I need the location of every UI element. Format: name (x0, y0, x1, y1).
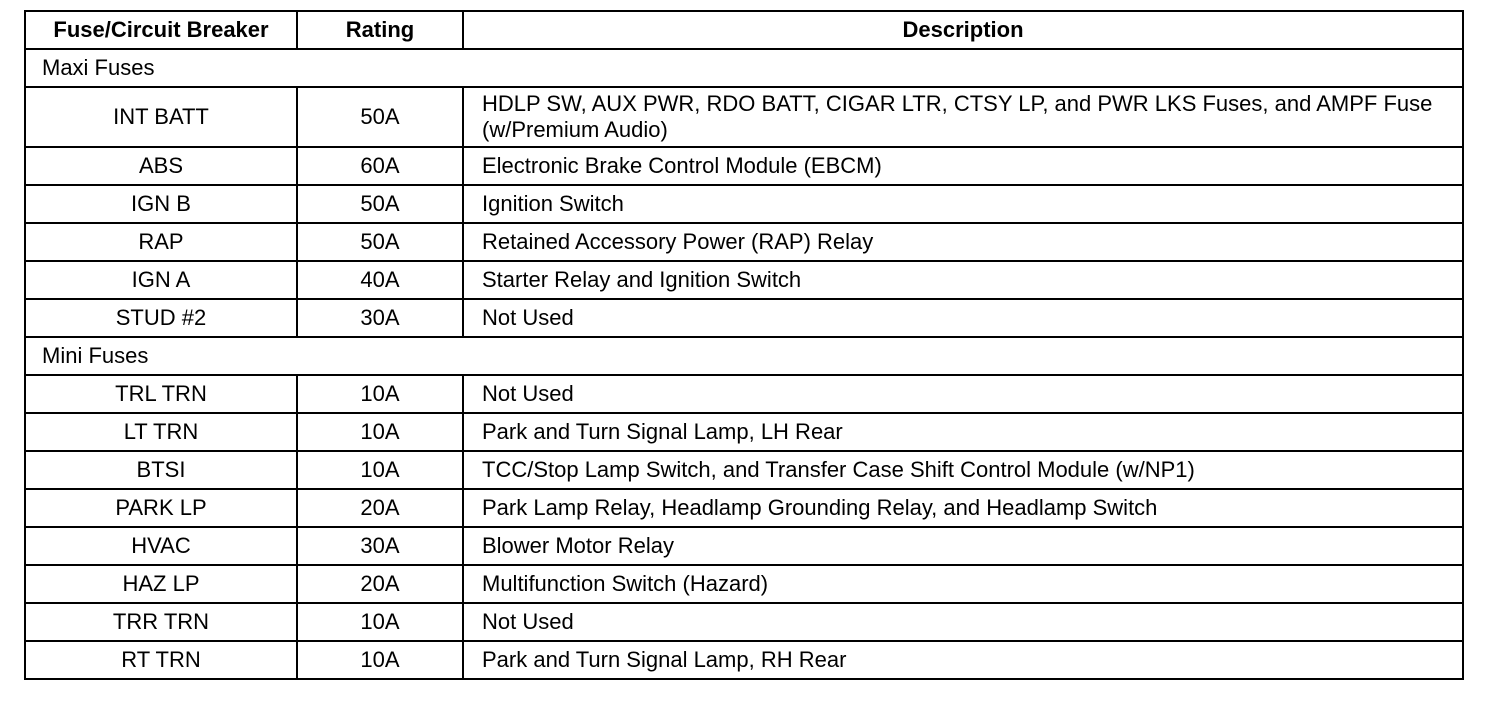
section-row-mini (25, 337, 1463, 375)
description-cell: Not Used (463, 299, 1463, 337)
rating-cell: 10A (297, 375, 463, 413)
description-cell: Electronic Brake Control Module (EBCM) (463, 147, 1463, 185)
description-cell: Blower Motor Relay (463, 527, 1463, 565)
table-row (25, 261, 1463, 299)
rating-cell: 10A (297, 451, 463, 489)
table-row (25, 375, 1463, 413)
fuse-cell: LT TRN (25, 413, 297, 451)
fuse-cell: HVAC (25, 527, 297, 565)
rating-cell: 50A (297, 87, 463, 147)
description-cell: Park and Turn Signal Lamp, LH Rear (463, 413, 1463, 451)
rating-cell: 30A (297, 527, 463, 565)
fuse-table (24, 10, 1464, 680)
fuse-cell: IGN A (25, 261, 297, 299)
table-row (25, 413, 1463, 451)
fuse-cell: RAP (25, 223, 297, 261)
description-cell: Park Lamp Relay, Headlamp Grounding Relay, and Headlamp Switch (463, 489, 1463, 527)
rating-cell: 60A (297, 147, 463, 185)
description-cell: Multifunction Switch (Hazard) (463, 565, 1463, 603)
table-row (25, 565, 1463, 603)
rating-cell: 50A (297, 185, 463, 223)
rating-cell: 40A (297, 261, 463, 299)
fuse-cell: ABS (25, 147, 297, 185)
rating-cell: 10A (297, 413, 463, 451)
table-row (25, 87, 1463, 147)
description-cell: TCC/Stop Lamp Switch, and Transfer Case Shift Control Module (w/NP1) (463, 451, 1463, 489)
header-row (25, 11, 1463, 49)
fuse-cell: STUD #2 (25, 299, 297, 337)
header-fuse: Fuse/Circuit Breaker (25, 11, 297, 49)
fuse-cell: PARK LP (25, 489, 297, 527)
table-row (25, 603, 1463, 641)
section-title: Maxi Fuses (25, 49, 1463, 87)
table-row (25, 489, 1463, 527)
fuse-cell: IGN B (25, 185, 297, 223)
description-cell: Retained Accessory Power (RAP) Relay (463, 223, 1463, 261)
rating-cell: 20A (297, 489, 463, 527)
rating-cell: 30A (297, 299, 463, 337)
table-row (25, 451, 1463, 489)
description-cell: Not Used (463, 375, 1463, 413)
section-row-maxi (25, 49, 1463, 87)
rating-cell: 50A (297, 223, 463, 261)
description-cell: Park and Turn Signal Lamp, RH Rear (463, 641, 1463, 679)
table-row (25, 527, 1463, 565)
header-description: Description (463, 11, 1463, 49)
table-row (25, 299, 1463, 337)
table-row (25, 185, 1463, 223)
fuse-cell: TRR TRN (25, 603, 297, 641)
section-title: Mini Fuses (25, 337, 1463, 375)
header-rating: Rating (297, 11, 463, 49)
description-cell: HDLP SW, AUX PWR, RDO BATT, CIGAR LTR, CTSY LP, and PWR LKS Fuses, and AMPF Fuse (w/Premium Audio) (463, 87, 1463, 147)
fuse-cell: HAZ LP (25, 565, 297, 603)
fuse-cell: INT BATT (25, 87, 297, 147)
table-row (25, 223, 1463, 261)
rating-cell: 10A (297, 603, 463, 641)
rating-cell: 20A (297, 565, 463, 603)
description-cell: Starter Relay and Ignition Switch (463, 261, 1463, 299)
table-row (25, 147, 1463, 185)
fuse-cell: TRL TRN (25, 375, 297, 413)
description-cell: Ignition Switch (463, 185, 1463, 223)
rating-cell: 10A (297, 641, 463, 679)
fuse-cell: BTSI (25, 451, 297, 489)
description-cell: Not Used (463, 603, 1463, 641)
table-row (25, 641, 1463, 679)
fuse-cell: RT TRN (25, 641, 297, 679)
